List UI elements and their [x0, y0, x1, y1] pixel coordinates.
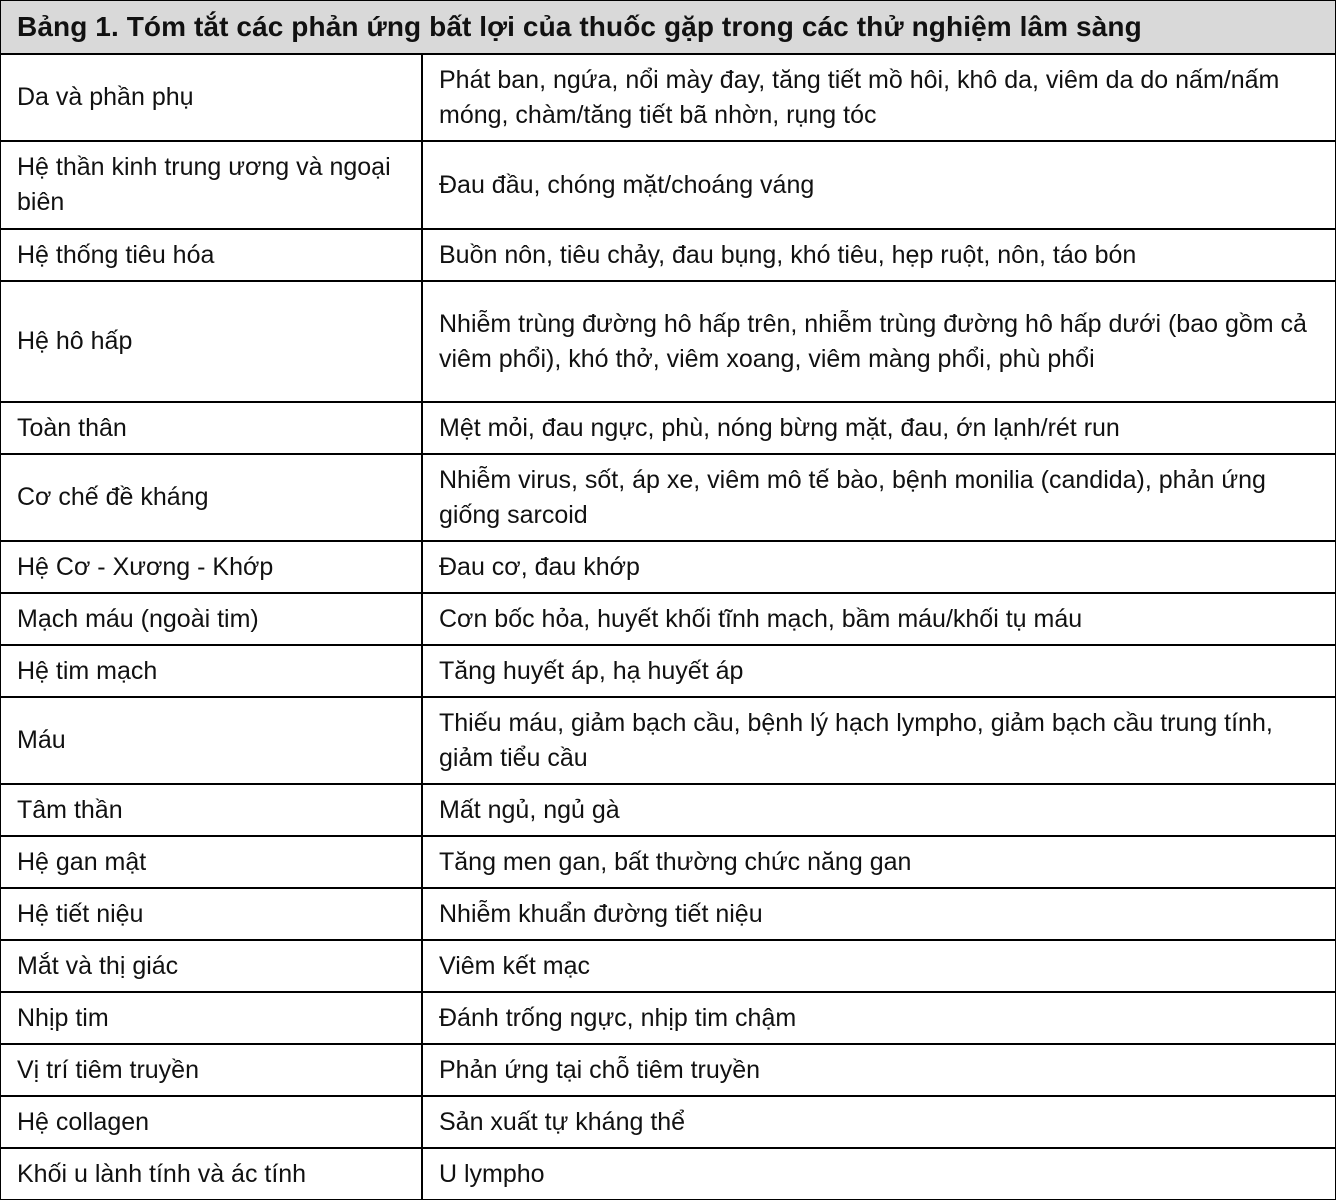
category-cell: Mạch máu (ngoài tim): [1, 593, 422, 645]
table-row: [1, 1096, 1335, 1148]
category-cell: Da và phần phụ: [1, 55, 422, 141]
table-row: [1, 229, 1335, 281]
table-row: [1, 784, 1335, 836]
category-cell: Hệ hô hấp: [1, 281, 422, 402]
table-row: [1, 454, 1335, 541]
table-row: [1, 141, 1335, 229]
reactions-cell: Cơn bốc hỏa, huyết khối tĩnh mạch, bầm máu/khối tụ máu: [422, 593, 1335, 645]
category-cell: Hệ thần kinh trung ương và ngoại biên: [1, 141, 422, 229]
reactions-cell: Nhiễm trùng đường hô hấp trên, nhiễm trùng đường hô hấp dưới (bao gồm cả viêm phổi), khó thở, viêm xoang, viêm màng phổi, phù phổi: [422, 281, 1335, 402]
table-row: [1, 1044, 1335, 1096]
reactions-cell: Đau đầu, chóng mặt/choáng váng: [422, 141, 1335, 229]
category-cell: Toàn thân: [1, 402, 422, 454]
table-row: [1, 992, 1335, 1044]
category-cell: Máu: [1, 697, 422, 784]
reactions-cell: Sản xuất tự kháng thể: [422, 1096, 1335, 1148]
category-cell: Hệ gan mật: [1, 836, 422, 888]
table-row: [1, 697, 1335, 784]
table-title: Bảng 1. Tóm tắt các phản ứng bất lợi của thuốc gặp trong các thử nghiệm lâm sàng: [17, 11, 1142, 42]
table-row: [1, 281, 1335, 402]
category-cell: Hệ thống tiêu hóa: [1, 229, 422, 281]
table-row: [1, 402, 1335, 454]
reactions-cell: Nhiễm virus, sốt, áp xe, viêm mô tế bào, bệnh monilia (candida), phản ứng giống sarcoid: [422, 454, 1335, 541]
category-cell: Hệ Cơ - Xương - Khớp: [1, 541, 422, 593]
table-row: [1, 541, 1335, 593]
table-row: [1, 888, 1335, 940]
reactions-cell: Phát ban, ngứa, nổi mày đay, tăng tiết mồ hôi, khô da, viêm da do nấm/nấm móng, chàm/tăng tiết bã nhờn, rụng tóc: [439, 65, 1280, 129]
reactions-cell: Mất ngủ, ngủ gà: [422, 784, 1335, 836]
table-row: [1, 645, 1335, 697]
reactions-cell: Đánh trống ngực, nhịp tim chậm: [422, 992, 1335, 1044]
reactions-cell: Viêm kết mạc: [422, 940, 1335, 992]
category-cell: Tâm thần: [1, 784, 422, 836]
category-cell: Khối u lành tính và ác tính: [1, 1148, 422, 1199]
category-cell: Nhịp tim: [1, 992, 422, 1044]
reactions-cell: Đau cơ, đau khớp: [422, 541, 1335, 593]
reactions-cell: Tăng men gan, bất thường chức năng gan: [422, 836, 1335, 888]
table-row: [1, 1148, 1335, 1199]
table-row: [1, 593, 1335, 645]
category-cell: Vị trí tiêm truyền: [1, 1044, 422, 1096]
reactions-cell: Thiếu máu, giảm bạch cầu, bệnh lý hạch lympho, giảm bạch cầu trung tính, giảm tiểu cầu: [422, 697, 1335, 784]
table-row: [1, 836, 1335, 888]
category-cell: Hệ collagen: [1, 1096, 422, 1148]
reactions-grid: [1, 55, 1335, 1199]
reactions-cell: U lympho: [422, 1148, 1335, 1199]
reactions-cell: Mệt mỏi, đau ngực, phù, nóng bừng mặt, đau, ớn lạnh/rét run: [422, 402, 1335, 454]
table-row: [1, 940, 1335, 992]
category-cell: Hệ tim mạch: [1, 645, 422, 697]
category-cell: Cơ chế đề kháng: [1, 454, 422, 541]
reactions-cell: Phản ứng tại chỗ tiêm truyền: [422, 1044, 1335, 1096]
table-row: [1, 55, 1335, 141]
category-cell: Mắt và thị giác: [1, 940, 422, 992]
reactions-cell: Buồn nôn, tiêu chảy, đau bụng, khó tiêu, hẹp ruột, nôn, táo bón: [422, 229, 1335, 281]
table-title-bar: [1, 1, 1335, 55]
category-cell: Hệ tiết niệu: [1, 888, 422, 940]
reactions-cell: Tăng huyết áp, hạ huyết áp: [422, 645, 1335, 697]
reactions-cell: Nhiễm khuẩn đường tiết niệu: [422, 888, 1335, 940]
